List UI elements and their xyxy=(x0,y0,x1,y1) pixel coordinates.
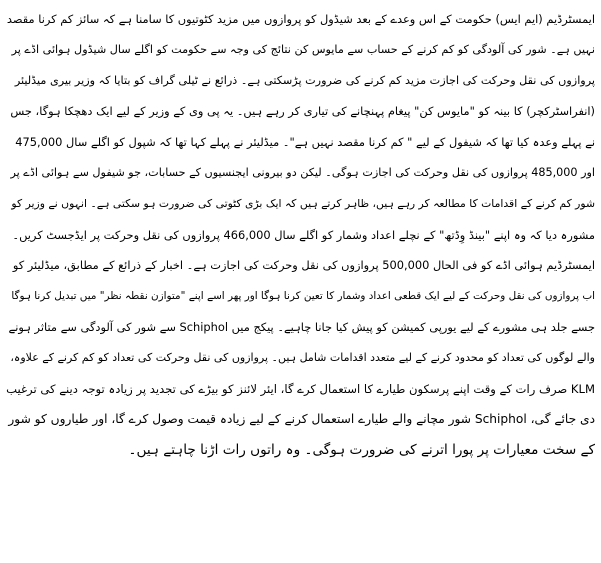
article-line: دی جائے گی، Schiphol شور مچانے والے طیارے استعمال کرنے کے لیے زیادہ قیمت وصول کرے گا، اور طیاروں کو شور xyxy=(8,412,595,427)
article-line: ایمسٹرڈیم (ایم ایس) حکومت کے اس وعدے کے بعد شیڈول کو پروازوں میں مزید کٹوتیوں کا سامنا ہے کہ سائز کم کرنا مقصد xyxy=(6,12,595,26)
article-line: ایمسٹرڈیم ہوائی اڈے کو فی الحال 500,000 پروازوں کی نقل وحرکت کی اجازت ہے۔ اخبار کے ذرائع کے مطابق، میڈلیئر کو xyxy=(12,258,595,273)
article-line: نے پہلے وعدہ کیا تھا کہ شیفول کے لیے " کم کرنا مقصد نہیں ہے"۔ میڈلیئر نے پہلے کہا تھا کہ شپول کو اگلے سال 475,000 xyxy=(15,135,595,150)
article-line: (انفراسٹرکچر) کا بینہ کو "مایوس کن" پیغام پہنچانے کی تیاری کر رہے ہیں۔ یہ پی وی کے وزیر کے لیے ایک دھچکا ہوگا، جس xyxy=(10,104,595,119)
article-line: کے سخت معیارات پر پورا اترنے کی ضرورت ہوگی۔ وہ راتوں رات اڑنا چاہتے ہیں۔ xyxy=(128,442,595,459)
article-line: KLM صرف رات کے وقت اپنے پرسکون طیارے کا استعمال کرے گا، ایئر لائنز کو بیڑے کی تجدید پر زیادہ توجہ دینے کی ترغیب xyxy=(6,381,595,396)
article-line: شور کم کرنے کے اقدامات کا مطالعہ کر رہے ہیں، ظاہر کرتے ہیں کہ ایک بڑی کٹوتی کی ضرورت ہو سکتی ہے۔ انہوں نے وزیر کو xyxy=(11,196,595,210)
article-line: جسے جلد ہی مشورے کے لیے یورپی کمیشن کو پیش کیا جانا چاہیے۔ پیکج میں Schiphol سے شور کی آلودگی سے متاثر ہونے xyxy=(8,319,595,334)
article-line: نہیں ہے۔ شور کی آلودگی کو کم کرنے کے حساب سے مایوس کن نتائج کی وجہ سے حکومت کو اگلے سال شیڈول ہوائی اڈے پر xyxy=(11,42,595,56)
article-line: والے لوگوں کی تعداد کو محدود کرنے کے لیے متعدد اقدامات شامل ہیں۔ پروازوں کی نقل وحرکت کی تعداد کو کم کرنے کے علاوہ، xyxy=(10,350,595,364)
article-line: اور 485,000 پروازوں کی نقل وحرکت کی اجازت ہوگی۔ لیکن دو بیرونی ایجنسیوں کے حسابات، جو شیفول سے ہوائی اڈے پر xyxy=(10,165,595,179)
article-line: مشورہ دیا کہ وہ اپنے "بینڈ وِڈتھ" کے نچلے اعداد وشمار کو اگلے سال 466,000 پروازوں کی نقل وحرکت پر ایڈجسٹ کریں۔ xyxy=(12,227,595,242)
article-line: پروازوں کی نقل وحرکت کی اجازت مزید کم کرنے کی ضرورت پڑسکتی ہے۔ ذرائع نے ٹیلی گراف کو بتایا کہ وزیر بیری میڈلیئر xyxy=(14,73,595,87)
article-line: اب پروازوں کی نقل وحرکت کے لیے ایک قطعی اعداد وشمار کا تعین کرنا ہوگا اور پھر اسے اپنے "متوازن نقطہ نظر" میں تبدیل کرنا ہوگا xyxy=(11,290,595,303)
